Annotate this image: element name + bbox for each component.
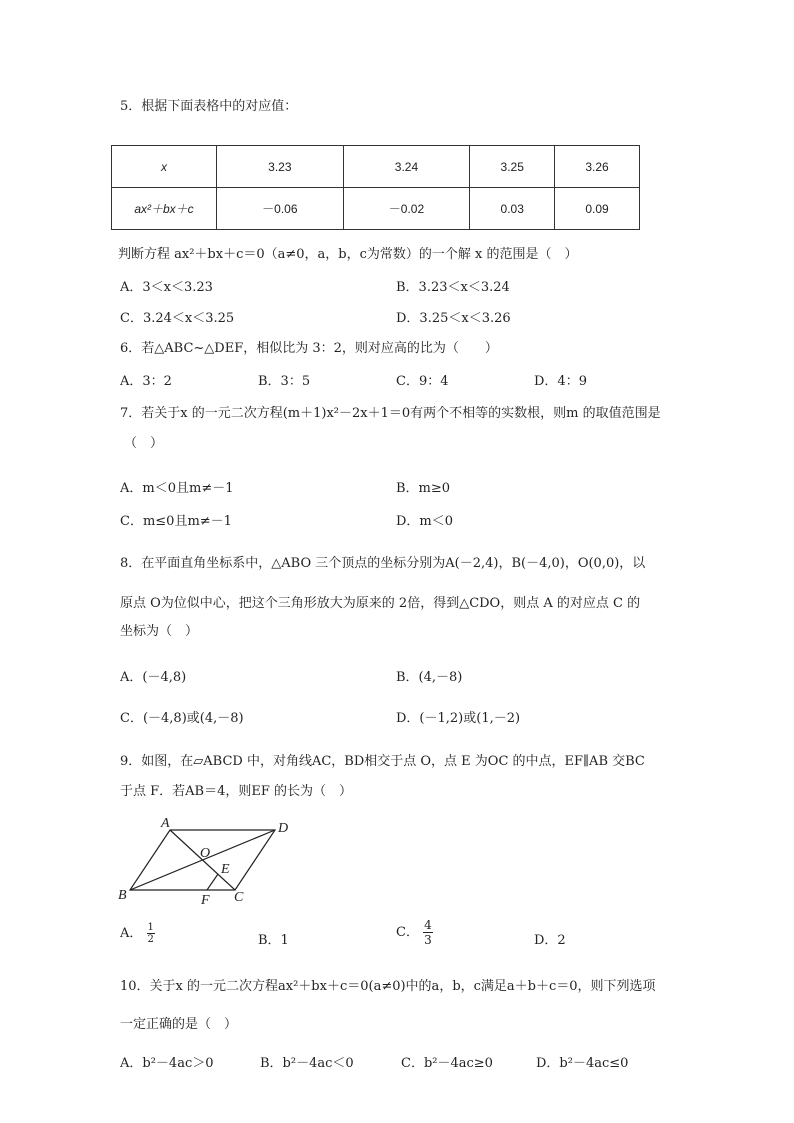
table-cell: －0.06	[217, 188, 344, 230]
q9-option-b: B．1	[258, 933, 289, 948]
q5-option-c: C．3.24＜x＜3.25	[120, 311, 235, 326]
fraction-one-half: $\frac{1}{2}$	[147, 922, 154, 945]
q8-option-c: C．(－4,8)或(4,－8)	[120, 711, 244, 726]
q10-option-d: D．b²－4ac≤0	[536, 1056, 629, 1071]
parallelogram-figure	[115, 815, 300, 907]
q6-option-b: B．3：5	[258, 374, 311, 389]
table-cell: 3.25	[470, 146, 555, 188]
label-b: B	[118, 888, 127, 903]
segment-ef	[207, 874, 218, 890]
q8-line2: 原点 O为位似中心，把这个三角形放大为原来的 2倍，得到△CDO，则点 A 的对应点 C 的	[120, 596, 641, 611]
table-cell: 3.24	[343, 146, 470, 188]
value-table	[111, 145, 640, 230]
q9-option-c: C． $\frac{4}{3}$	[396, 918, 432, 947]
label-f: F	[201, 893, 210, 907]
q8-line1: 8．在平面直角坐标系中，△ABO 三个顶点的坐标分别为A(－2,4)，B(－4,0)，O(0,0)，以	[120, 556, 646, 571]
table-row-x	[112, 146, 640, 188]
q5-question: 判断方程 ax²＋bx＋c＝0（a≠0，a，b，c为常数）的一个解 x 的范围是（ ）	[118, 247, 578, 262]
label-e: E	[221, 862, 230, 877]
q10-option-a: A．b²－4ac＞0	[120, 1056, 214, 1071]
q7-option-a: A．m＜0且m≠－1	[120, 481, 234, 496]
q6-option-a: A．3：2	[120, 374, 172, 389]
q10-option-b: B．b²－4ac＜0	[260, 1056, 354, 1071]
label-a: A	[161, 816, 170, 831]
q5-option-a: A．3＜x＜3.23	[120, 280, 213, 295]
q7-stem-cont: （ ）	[124, 436, 164, 451]
table-cell: 3.26	[555, 146, 640, 188]
label-o: O	[200, 846, 211, 861]
table-cell: 0.09	[555, 188, 640, 230]
table-row-y	[112, 188, 640, 230]
q10-line2: 一定正确的是（ ）	[120, 1017, 238, 1032]
q5-option-d: D．3.25＜x＜3.26	[396, 311, 511, 326]
q10-line1: 10．关于x 的一元二次方程ax²＋bx＋c＝0(a≠0)中的a，b，c满足a＋b＋c＝0，则下列选项	[120, 979, 656, 994]
q8-option-b: B．(4,－8)	[396, 670, 463, 685]
q8-option-d: D．(－1,2)或(1,－2)	[396, 711, 521, 726]
q8-line3: 坐标为（ ）	[120, 624, 199, 639]
q7-option-c: C．m≤0且m≠－1	[120, 514, 232, 529]
table-cell: －0.02	[343, 188, 470, 230]
q9-line2: 于点 F．若AB＝4，则EF 的长为（ ）	[120, 784, 353, 799]
fraction-four-thirds: $\frac{4}{3}$	[424, 918, 432, 947]
table-header-x: x	[112, 146, 217, 188]
q6-option-d: D．4：9	[534, 374, 587, 389]
label-d: D	[278, 821, 289, 836]
q6-option-c: C．9：4	[396, 374, 449, 389]
table-cell: 0.03	[470, 188, 555, 230]
q7-stem: 7．若关于x 的一元二次方程(m＋1)x²－2x＋1＝0有两个不相等的实数根，则m 的取值范围是	[120, 406, 661, 421]
q9-option-a: A． $\frac{1}{2}$	[120, 922, 154, 945]
q8-option-a: A．(－4,8)	[120, 670, 187, 685]
q7-option-d: D．m＜0	[396, 514, 454, 529]
q5-stem: 5．根据下面表格中的对应值：	[120, 99, 298, 114]
table-cell: 3.23	[217, 146, 344, 188]
table-header-y: ax²＋bx＋c	[112, 188, 217, 230]
q7-option-b: B．m≥0	[396, 481, 451, 496]
q6-stem: 6．若△ABC~△DEF，相似比为 3：2，则对应高的比为（ ）	[120, 341, 498, 356]
q9-line1: 9．如图，在▱ABCD 中，对角线AC，BD相交于点 O，点 E 为OC 的中点，EF∥AB 交BC	[120, 754, 645, 769]
label-c: C	[234, 890, 244, 905]
q9-option-d: D．2	[534, 933, 566, 948]
q5-option-b: B．3.23＜x＜3.24	[396, 280, 510, 295]
q10-option-c: C．b²－4ac≥0	[401, 1056, 493, 1071]
